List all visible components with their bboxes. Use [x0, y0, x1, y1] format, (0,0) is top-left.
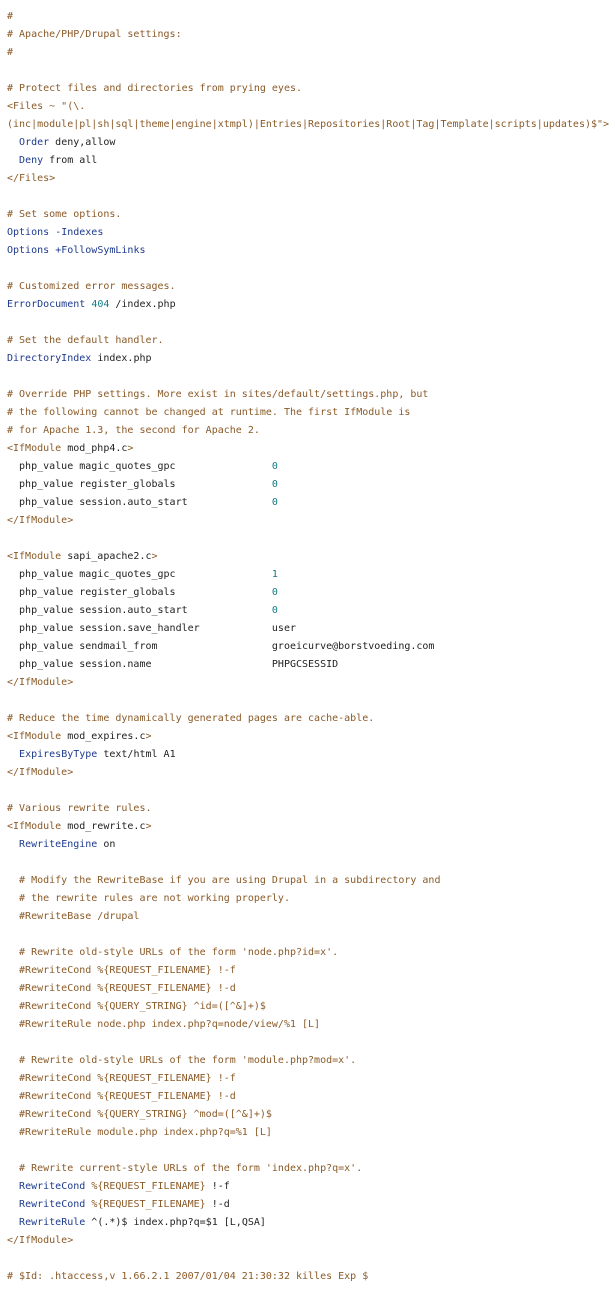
tag-token: > — [127, 443, 134, 454]
text-token — [7, 1199, 19, 1210]
text-token: php_value session.auto_start — [7, 605, 272, 616]
comment-token: # Override PHP settings. More exist in sites/default/settings.php, but — [7, 389, 429, 400]
number-token: 1 — [271, 569, 278, 580]
text-token: deny,allow — [49, 137, 116, 148]
tag-token: %{REQUEST_FILENAME} — [91, 1199, 206, 1210]
code-line — [7, 818, 609, 836]
tag-token: </IfModule> — [7, 1235, 74, 1246]
code-line — [7, 602, 609, 620]
text-token — [7, 1181, 19, 1192]
directive-token: +FollowSymLinks — [55, 245, 146, 256]
code-line — [7, 44, 609, 62]
code-line — [7, 1106, 609, 1124]
text-token — [7, 839, 19, 850]
text-token — [7, 749, 19, 760]
directive-token: RewriteEngine — [19, 839, 98, 850]
text-token: mod_php4.c — [61, 443, 128, 454]
text-token: !-d — [205, 1199, 230, 1210]
code-line — [7, 404, 609, 422]
comment-token: #RewriteRule module.php index.php?q=%1 [L] — [7, 1127, 272, 1138]
comment-token: # Modify the RewriteBase if you are using Drupal in a subdirectory and — [7, 875, 441, 886]
code-line — [7, 584, 609, 602]
code-line — [7, 332, 609, 350]
comment-token: # — [7, 47, 14, 58]
code-line — [7, 350, 609, 368]
text-token: php_value register_globals — [7, 479, 272, 490]
code-line — [7, 548, 609, 566]
tag-token: (inc|module|pl|sh|sql|theme|engine|xtmpl)|Entries|Repositories|Root|Tag|Template|scripts|updates)$"> — [7, 119, 610, 130]
directive-token: RewriteCond — [19, 1181, 86, 1192]
code-line — [7, 152, 609, 170]
comment-token: # the following cannot be changed at runtime. The first IfModule is — [7, 407, 411, 418]
text-token: mod_rewrite.c — [61, 821, 146, 832]
comment-token: #RewriteCond %{REQUEST_FILENAME} !-f — [7, 965, 236, 976]
blank-line — [7, 188, 609, 206]
number-token: 0 — [271, 587, 278, 598]
code-line — [7, 296, 609, 314]
code-line — [7, 1070, 609, 1088]
code-line — [7, 386, 609, 404]
tag-token: </IfModule> — [7, 515, 74, 526]
code-line — [7, 962, 609, 980]
comment-token: # Reduce the time dynamically generated pages are cache-able. — [7, 713, 375, 724]
blank-line — [7, 530, 609, 548]
tag-token: > — [145, 821, 152, 832]
htaccess-code-listing — [7, 8, 609, 1286]
code-line — [7, 98, 609, 116]
code-line — [7, 1088, 609, 1106]
code-line — [7, 458, 609, 476]
comment-token: # the rewrite rules are not working properly. — [7, 893, 290, 904]
code-line — [7, 980, 609, 998]
text-token: php_value sendmail_from groeicurve@borstvoeding.com — [7, 641, 435, 652]
blank-line — [7, 926, 609, 944]
code-line — [7, 674, 609, 692]
comment-token: # Rewrite old-style URLs of the form 'module.php?mod=x'. — [7, 1055, 357, 1066]
text-token: !-f — [205, 1181, 230, 1192]
comment-token: # Rewrite current-style URLs of the form 'index.php?q=x'. — [7, 1163, 363, 1174]
directive-token: Options — [7, 227, 50, 238]
code-line — [7, 1016, 609, 1034]
number-token: 0 — [271, 461, 278, 472]
tag-token: </IfModule> — [7, 677, 74, 688]
code-line — [7, 998, 609, 1016]
tag-token: <IfModule — [7, 551, 62, 562]
directive-token: ExpiresByType — [19, 749, 98, 760]
text-token — [7, 1217, 19, 1228]
text-token: sapi_apache2.c — [61, 551, 152, 562]
text-token: /index.php — [109, 299, 176, 310]
text-token: index.php — [91, 353, 152, 364]
comment-token: #RewriteBase /drupal — [7, 911, 140, 922]
code-line — [7, 1124, 609, 1142]
code-line — [7, 1214, 609, 1232]
code-line — [7, 728, 609, 746]
comment-token: # Set the default handler. — [7, 335, 164, 346]
code-line — [7, 944, 609, 962]
comment-token: # for Apache 1.3, the second for Apache 2. — [7, 425, 260, 436]
comment-token: # Rewrite old-style URLs of the form 'node.php?id=x'. — [7, 947, 339, 958]
tag-token: <IfModule — [7, 443, 62, 454]
code-line — [7, 242, 609, 260]
blank-line — [7, 368, 609, 386]
blank-line — [7, 854, 609, 872]
tag-token: <Files ~ "(\. — [7, 101, 86, 112]
text-token: php_value magic_quotes_gpc — [7, 461, 272, 472]
text-token — [7, 155, 19, 166]
code-line — [7, 746, 609, 764]
tag-token: %{REQUEST_FILENAME} — [91, 1181, 206, 1192]
comment-token: #RewriteCond %{REQUEST_FILENAME} !-f — [7, 1073, 236, 1084]
code-line — [7, 170, 609, 188]
code-line — [7, 710, 609, 728]
blank-line — [7, 314, 609, 332]
number-token: 0 — [271, 605, 278, 616]
code-line — [7, 638, 609, 656]
blank-line — [7, 782, 609, 800]
code-line — [7, 494, 609, 512]
code-line — [7, 1160, 609, 1178]
tag-token: > — [145, 731, 152, 742]
code-line — [7, 1052, 609, 1070]
text-token: from all — [43, 155, 98, 166]
code-line — [7, 8, 609, 26]
number-token: 404 — [91, 299, 110, 310]
code-line — [7, 800, 609, 818]
text-token: php_value session.auto_start — [7, 497, 272, 508]
tag-token: > — [151, 551, 158, 562]
text-token — [7, 137, 19, 148]
blank-line — [7, 260, 609, 278]
code-line — [7, 1268, 609, 1286]
code-line — [7, 80, 609, 98]
code-line — [7, 422, 609, 440]
blank-line — [7, 1250, 609, 1268]
directive-token: RewriteCond — [19, 1199, 86, 1210]
code-line — [7, 908, 609, 926]
code-line — [7, 1232, 609, 1250]
tag-token: </Files> — [7, 173, 56, 184]
code-line — [7, 512, 609, 530]
comment-token: # Protect files and directories from prying eyes. — [7, 83, 303, 94]
code-line — [7, 890, 609, 908]
comment-token: # Various rewrite rules. — [7, 803, 152, 814]
code-line — [7, 26, 609, 44]
code-line — [7, 224, 609, 242]
comment-token: # Customized error messages. — [7, 281, 176, 292]
code-line — [7, 656, 609, 674]
directive-token: Options — [7, 245, 50, 256]
text-token: php_value magic_quotes_gpc — [7, 569, 272, 580]
code-line — [7, 440, 609, 458]
blank-line — [7, 692, 609, 710]
blank-line — [7, 1142, 609, 1160]
directive-token: Order — [19, 137, 50, 148]
comment-token: # — [7, 11, 14, 22]
comment-token: #RewriteCond %{REQUEST_FILENAME} !-d — [7, 1091, 236, 1102]
code-line — [7, 278, 609, 296]
code-line — [7, 764, 609, 782]
blank-line — [7, 62, 609, 80]
code-line — [7, 476, 609, 494]
code-line — [7, 872, 609, 890]
tag-token: </IfModule> — [7, 767, 74, 778]
code-line — [7, 134, 609, 152]
tag-token: <IfModule — [7, 731, 62, 742]
directive-token: RewriteRule — [19, 1217, 86, 1228]
code-line — [7, 1196, 609, 1214]
text-token: php_value session.name PHPGCSESSID — [7, 659, 339, 670]
comment-token: # Set some options. — [7, 209, 122, 220]
blank-line — [7, 1034, 609, 1052]
text-token: text/html A1 — [97, 749, 176, 760]
directive-token: Deny — [19, 155, 44, 166]
directive-token: ErrorDocument — [7, 299, 86, 310]
tag-token: <IfModule — [7, 821, 62, 832]
directive-token: DirectoryIndex — [7, 353, 92, 364]
code-line — [7, 116, 609, 134]
comment-token: #RewriteCond %{QUERY_STRING} ^mod=([^&]+)$ — [7, 1109, 272, 1120]
number-token: 0 — [271, 479, 278, 490]
comment-token: #RewriteCond %{QUERY_STRING} ^id=([^&]+)$ — [7, 1001, 266, 1012]
comment-token: # $Id: .htaccess,v 1.66.2.1 2007/01/04 21:30:32 killes Exp $ — [7, 1271, 369, 1282]
text-token: on — [97, 839, 116, 850]
comment-token: #RewriteCond %{REQUEST_FILENAME} !-d — [7, 983, 236, 994]
code-line — [7, 206, 609, 224]
comment-token: #RewriteRule node.php index.php?q=node/view/%1 [L] — [7, 1019, 321, 1030]
code-line — [7, 1178, 609, 1196]
text-token: mod_expires.c — [61, 731, 146, 742]
text-token: php_value session.save_handler user — [7, 623, 296, 634]
code-line — [7, 836, 609, 854]
comment-token: # Apache/PHP/Drupal settings: — [7, 29, 182, 40]
number-token: 0 — [271, 497, 278, 508]
text-token: ^(.*)$ index.php?q=$1 [L,QSA] — [85, 1217, 266, 1228]
code-line — [7, 620, 609, 638]
code-line — [7, 566, 609, 584]
directive-token: -Indexes — [55, 227, 104, 238]
text-token: php_value register_globals — [7, 587, 272, 598]
